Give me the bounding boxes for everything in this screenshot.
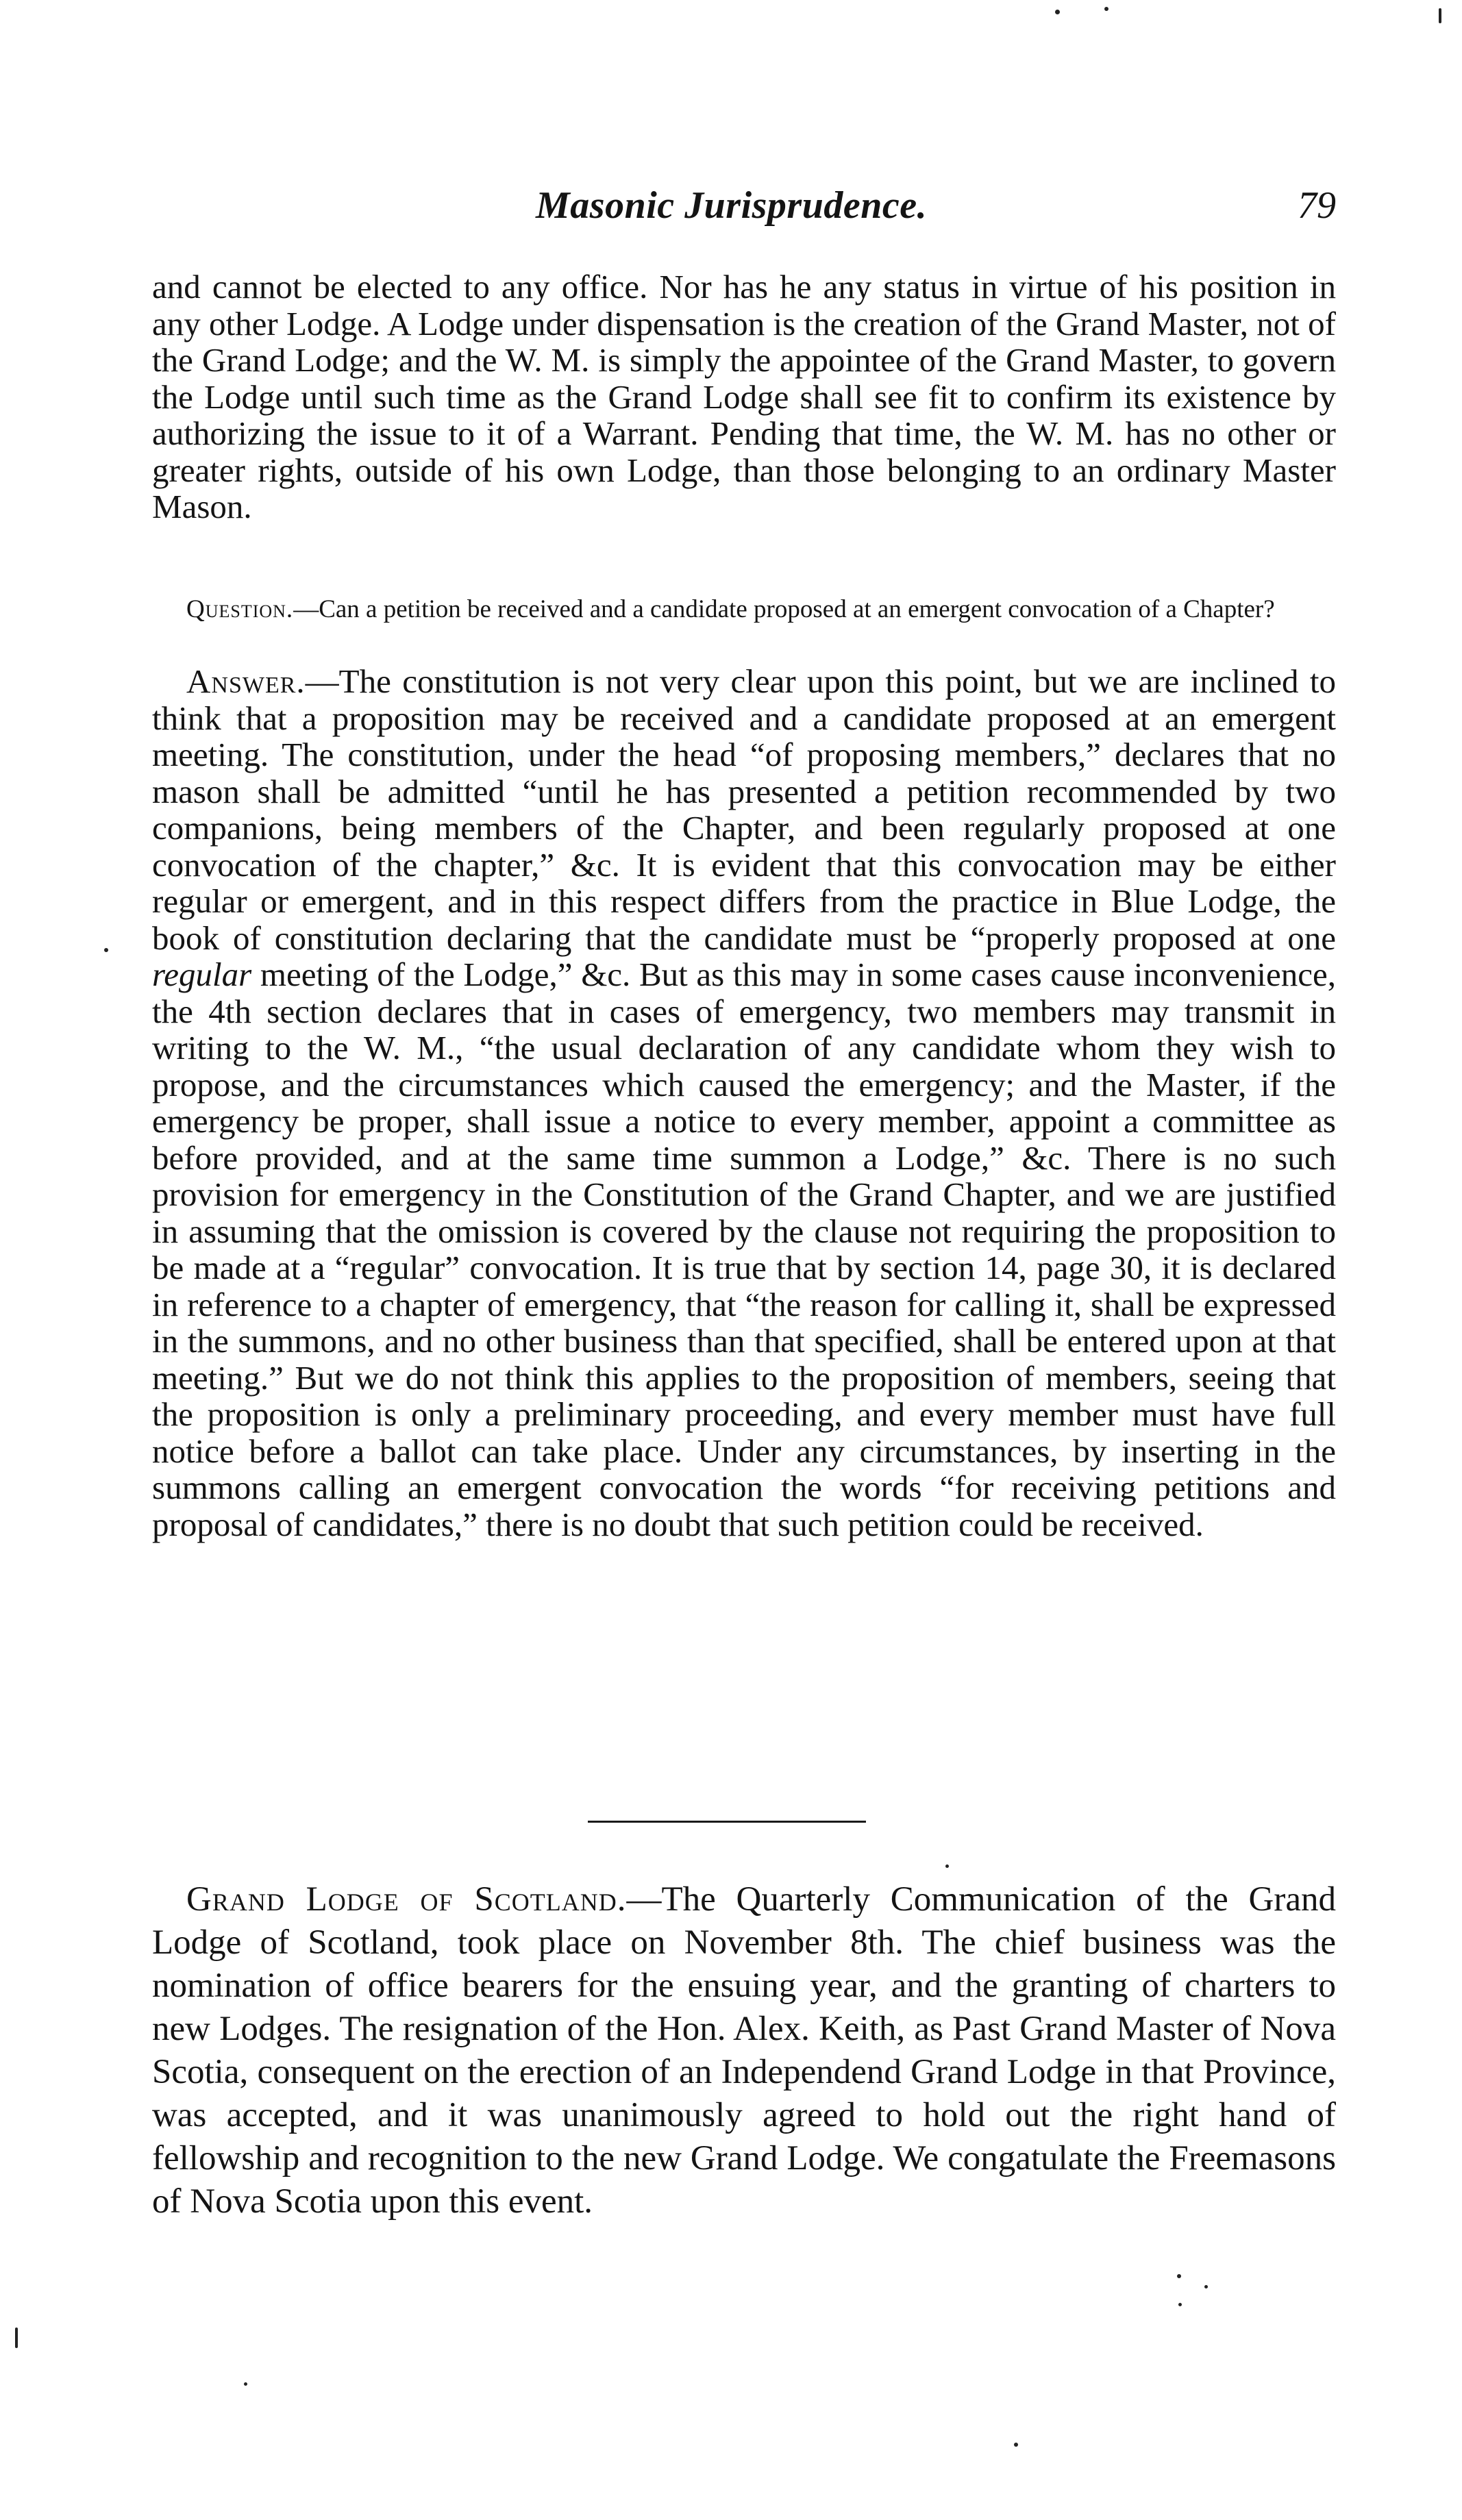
scan-speck	[1014, 2443, 1018, 2447]
scan-speck	[1178, 2303, 1182, 2306]
scotland-text: —The Quarterly Communication of the Grand Lodge of Scotland, took place on November 8th. The chief business was the nomination of office bearers for the ensuing year, and the granting of charters to new Lodges. The resignation of the Hon. Alex. Keith, as Past Grand Master of Nova Scotia, consequent on the erection of an Independend Grand Lodge in that Province, was accepted, and it was unanimously agreed to hold out the right hand of fellowship and recognition to the new Grand Lodge. We congatulate the Freemasons of Nova Scotia upon this event.	[152, 1880, 1336, 2221]
scan-speck	[1104, 7, 1108, 11]
answer-block	[152, 663, 1336, 1543]
scan-speck	[244, 2382, 247, 2386]
question-block	[152, 595, 1336, 624]
scan-speck	[1204, 2285, 1208, 2288]
question-paragraph	[152, 595, 1336, 624]
scan-speck	[1439, 8, 1441, 23]
scan-speck	[1055, 10, 1060, 14]
continuation-paragraph-block	[152, 269, 1336, 525]
scan-speck	[15, 2328, 18, 2348]
page-number: 79	[1298, 184, 1336, 227]
answer-label: Answer.	[186, 662, 306, 700]
scan-speck	[104, 948, 108, 952]
scotland-paragraph	[152, 1878, 1336, 2223]
scan-speck	[945, 1864, 949, 1868]
scotland-block	[152, 1878, 1336, 2223]
scotland-label: Grand Lodge of Scotland.	[186, 1880, 627, 1919]
answer-italic-word: regular	[152, 956, 252, 993]
running-title: Masonic Jurisprudence.	[536, 184, 928, 227]
answer-text-part-2: meeting of the Lodge,” &c. But as this may in some cases cause inconvenience, the 4th section declares that in cases of emergency, two members may transmit in writing to the W. M., “the usual declaration of any candidate whom they wish to propose, and the circumstances which caused the emergency; and the Master, if the emergency be proper, shall issue a notice to every member, appoint a committee as before provided, and at the same time summon a Lodge,” &c. There is no such provision for emergency in the Constitution of the Grand Chapter, and we are justified in assuming that the omission is covered by the clause not requiring the proposition to be made at a “regular” convocation. It is true that by section 14, page 30, it is declared in reference to a chapter of emergency, that “the reason for calling it, shall be expressed in the summons, and no other business than that specified, shall be entered upon at that meeting.” But we do not think this applies to the proposition of members, seeing that the proposition is only a preliminary proceeding, and every member must have full notice before a ballot can take place. Under any circumstances, by inserting in the summons calling an emergent convocation the words “for receiving petitions and proposal of candidates,” there is no doubt that such petition could be received.	[152, 956, 1336, 1543]
answer-text-part-1: —The constitution is not very clear upon this point, but we are inclined to think that a proposition may be received and a candidate proposed at an emergent meeting. The constitution, under the head “of proposing members,” declares that no mason shall be admitted “until he has presented a petition recommended by two companions, being members of the Chapter, and been regularly proposed at one convocation of the chapter,” &c. It is evident that this convocation may be either regular or emergent, and in this respect differs from the practice in Blue Lodge, the book of constitution declaring that the candidate must be “properly proposed at one	[152, 662, 1336, 957]
page-header	[152, 184, 1336, 245]
answer-paragraph	[152, 663, 1336, 1543]
section-divider-rule	[588, 1821, 866, 1823]
scan-speck	[1177, 2274, 1181, 2278]
question-label: Question.	[186, 595, 294, 623]
continuation-paragraph: and cannot be elected to any office. Nor has he any status in virtue of his position in any other Lodge. A Lodge under dispensation is the creation of the Grand Master, not of the Grand Lodge; and the W. M. is simply the appointee of the Grand Master, to govern the Lodge until such time as the Grand Lodge shall see fit to confirm its existence by authorizing the issue to it of a Warrant. Pending that time, the W. M. has no other or greater rights, outside of his own Lodge, than those belonging to an ordinary Master Mason.	[152, 268, 1336, 525]
question-text: —Can a petition be received and a candidate proposed at an emergent convocation of a Chapter?	[293, 595, 1275, 623]
